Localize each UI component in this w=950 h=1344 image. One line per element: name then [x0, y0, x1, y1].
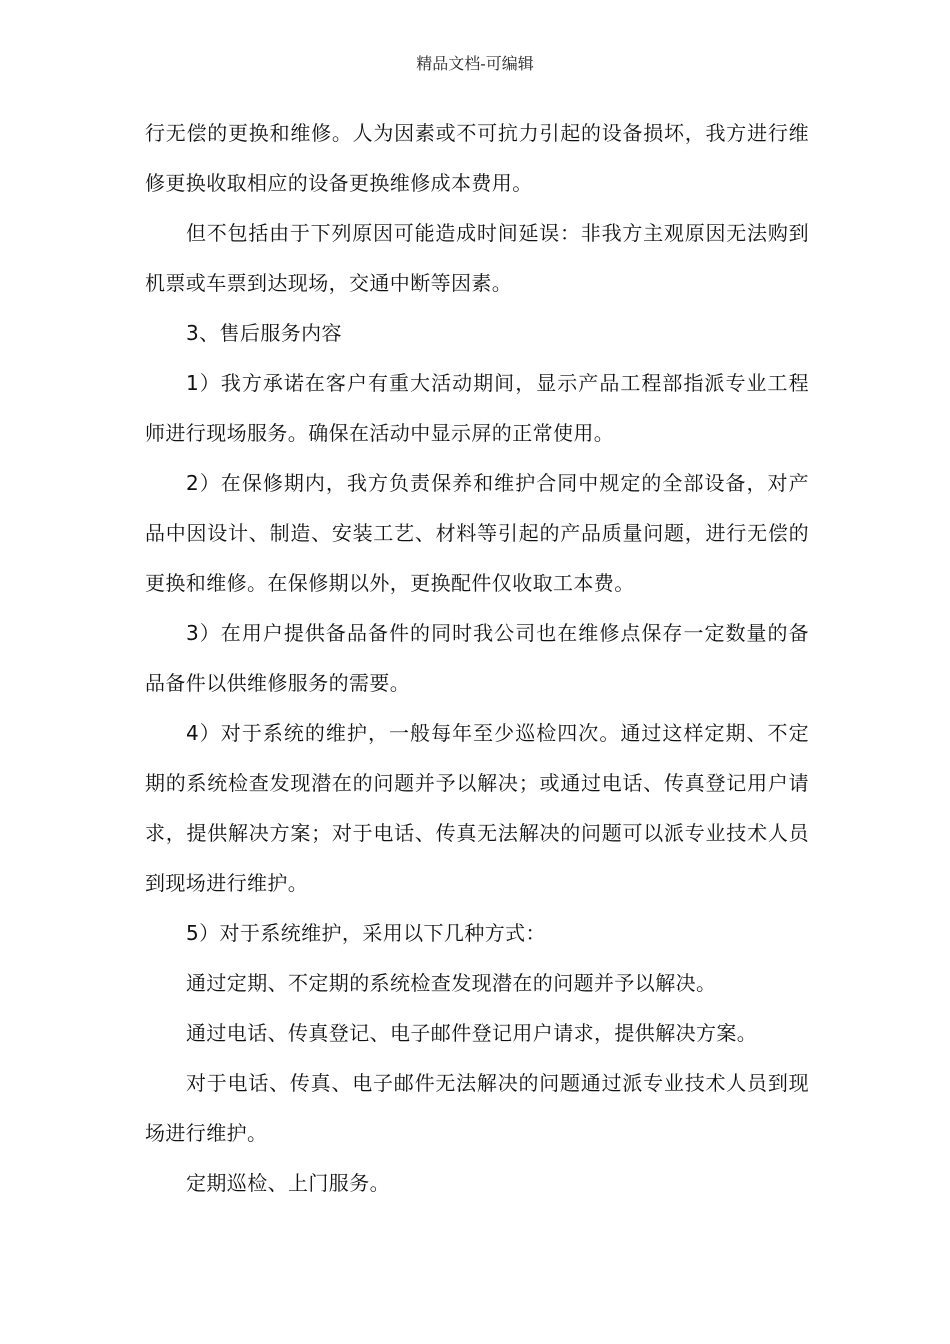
- paragraph-method-2: 通过电话、传真登记、电子邮件登记用户请求，提供解决方案。: [186, 1021, 758, 1045]
- document-body: [145, 108, 809, 1208]
- paragraph-continuation: 行无偿的更换和维修。人为因素或不可抗力引起的设备损坏，我方进行维修更换收取相应的设备更换维修成本费用。: [145, 121, 809, 195]
- paragraph-item-5: 5）对于系统维护，采用以下几种方式：: [186, 921, 546, 945]
- paragraph-item-2: 2）在保修期内，我方负责保养和维护合同中规定的全部设备，对产品中因设计、制造、安装工艺、材料等引起的产品质量问题，进行无偿的更换和维修。在保修期以外，更换配件仅收取工本费。: [145, 471, 809, 595]
- page-header: 精品文档-可编辑: [416, 54, 534, 73]
- paragraph-method-4: 定期巡检、上门服务。: [186, 1171, 390, 1195]
- paragraph-method-1: 通过定期、不定期的系统检查发现潜在的问题并予以解决。: [186, 971, 717, 995]
- section-heading-after-sales: 3、售后服务内容: [186, 321, 342, 345]
- paragraph-item-4: 4）对于系统的维护，一般每年至少巡检四次。通过这样定期、不定期的系统检查发现潜在的问题并予以解决；或通过电话、传真登记用户请求，提供解决方案；对于电话、传真无法解决的问题可以派专业技术人员到现场进行维护。: [145, 721, 809, 895]
- paragraph-method-3: 对于电话、传真、电子邮件无法解决的问题通过派专业技术人员到现场进行维护。: [145, 1071, 809, 1145]
- paragraph-exclusions: 但不包括由于下列原因可能造成时间延误：非我方主观原因无法购到机票或车票到达现场，交通中断等因素。: [145, 221, 809, 295]
- paragraph-item-1: 1）我方承诺在客户有重大活动期间，显示产品工程部指派专业工程师进行现场服务。确保在活动中显示屏的正常使用。: [145, 371, 809, 445]
- paragraph-item-3: 3）在用户提供备品备件的同时我公司也在维修点保存一定数量的备品备件以供维修服务的需要。: [145, 621, 809, 695]
